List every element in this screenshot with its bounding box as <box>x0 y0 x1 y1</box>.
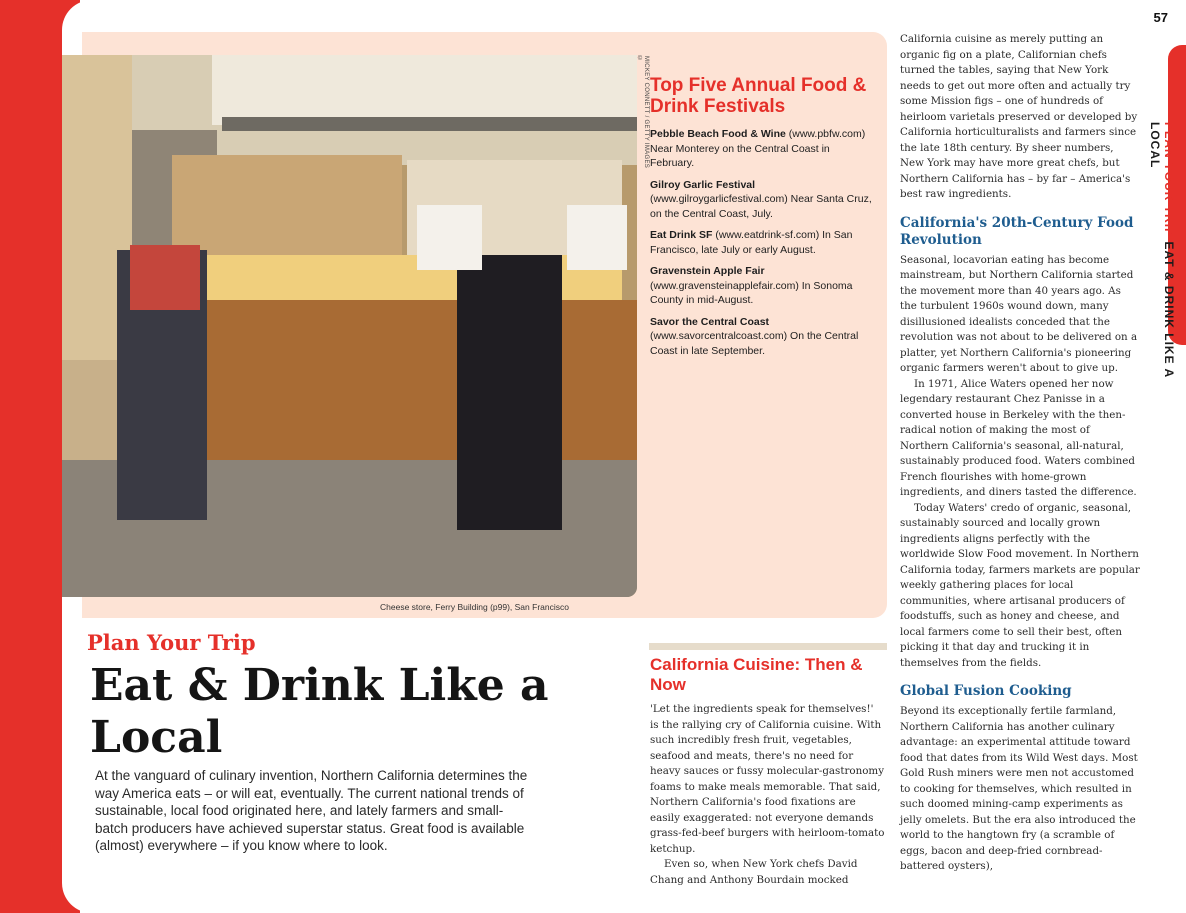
section-kicker: Plan Your Trip <box>87 630 256 655</box>
photo-credit: MICKEY CONNETT / GETTY IMAGES © <box>637 56 649 169</box>
festival-item <box>650 315 875 359</box>
intro-paragraph: At the vanguard of culinary invention, Northern California determines the way America eats – or will eat, eventually. The current national trends of sustainable, local food originated here, and lately farmers and small-batch producers have achieved superstar status. Great food is available (almost) everywhere – if you know where to look. <box>95 768 528 853</box>
body-paragraph: Beyond its exceptionally fertile farmland, Northern California has another culinary advantage: an experimental attitude toward food that dates from its Wild West days. Most Gold Rush miners were men not accustomed to cooking for themselves, which resulted in such doomed mining-camp experiments as jelly omelets. But the era also introduced the world to the hangtown fry (a scramble of eggs, bacon and deep-fried cornbread-battered oysters), <box>900 705 1138 872</box>
festival-item <box>650 264 875 308</box>
festival-item <box>650 228 875 257</box>
article-column-3 <box>900 32 1140 875</box>
body-paragraph: California cuisine as merely putting an organic fig on a plate, Californian chefs turned the tables, saying that New York needs to get out more often and actually try some Mission figs – one of hundreds of heirloom varietals preserved or developed by California horticulturalists and farmers since the late 18th century. By sheer numbers, New York may have more great chefs, but Northern California has – by far – America's best raw ingredients. <box>900 33 1138 200</box>
festival-details: (www.gilroygarlicfestival.com) Near Santa Cruz, on the Central Coast, July. <box>650 193 872 220</box>
article-column-2 <box>650 655 885 888</box>
festival-details: (www.pbfw.com) Near Monterey on the Central Coast in February. <box>650 128 866 169</box>
photo-illustration <box>62 55 637 597</box>
festival-details: (www.gravensteinapplefair.com) In Sonoma County in mid-August. <box>650 279 853 306</box>
side-chapter: EAT & DRINK LIKE A LOCAL <box>1148 122 1176 378</box>
section-heading: Global Fusion Cooking <box>900 683 1072 699</box>
body-paragraph: Today Waters' credo of organic, seasonal, sustainably sourced and locally grown ingredients aligns perfectly with the worldwide Slow Food movement. In Northern California today, farmers markets are popular weekly gathering places for local communities, where artisanal producers of foodstuffs, such as honey and cheese, and local farmers come to sell their best, often picking it that day and trucking it in themselves from the fields. <box>900 501 1140 669</box>
festival-item <box>650 127 875 171</box>
section-heading: California's 20th-Century Food Revolution <box>900 214 1134 248</box>
side-section: PLAN YOUR TRIP <box>1162 122 1176 238</box>
festival-item <box>650 178 875 222</box>
body-paragraph: 'Let the ingredients speak for themselves!' is the rallying cry of California cuisine. With such incredibly fresh fruit, vegetables, seafood and meats, there's no need for heavy sauces or fussy molecular-gastronomy foams to make meals memorable. That said, Northern California's food fixations are easily exaggerated: not everyone demands grass-fed-beef burgers with heirloom-tomato ketchup. <box>650 703 885 855</box>
festival-name: Pebble Beach Food & Wine <box>650 128 786 140</box>
body-paragraph: Even so, when New York chefs David Chang and Anthony Bourdain mocked <box>650 858 858 886</box>
festival-name: Eat Drink SF <box>650 229 713 241</box>
festival-name: Savor the Central Coast <box>650 315 770 328</box>
festival-details: (www.savorcentralcoast.com) On the Central Coast in late September. <box>650 330 859 357</box>
section-heading: California Cuisine: Then & Now <box>650 655 863 694</box>
body-paragraph: In 1971, Alice Waters opened her now legendary restaurant Chez Panisse in a converted house in Berkeley with the then-radical notion of making the most of Northern California's seasonal, all-natural, sustainably produced food. Waters combined French flourishes with home-grown ingredients, and diners tasted the difference. <box>900 377 1137 498</box>
page-number: 57 <box>1153 10 1168 25</box>
festival-name: Gilroy Garlic Festival <box>650 178 756 191</box>
photo-caption: Cheese store, Ferry Building (p99), San Francisco <box>380 602 569 612</box>
festivals-sidebar <box>650 75 875 365</box>
column-rule <box>649 643 887 650</box>
body-paragraph: Seasonal, locavorian eating has become mainstream, but Northern California started the movement more than 40 years ago. As the turbulent 1960s wound down, many disillusioned idealists conceded that the revolution was not about to be delivered on a platter, yet Northern California's pioneering organic farmers weren't about to give up. <box>900 253 1138 374</box>
running-side-title <box>1148 122 1176 422</box>
sidebar-title: Top Five Annual Food & Drink Festivals <box>650 75 867 117</box>
page-title: Eat & Drink Like a Local <box>90 660 549 763</box>
festival-name: Gravenstein Apple Fair <box>650 265 765 277</box>
festival-details: (www.eatdrink-sf.com) In San Francisco, late July or early August. <box>650 229 853 256</box>
cheese-store-photo <box>62 55 637 597</box>
